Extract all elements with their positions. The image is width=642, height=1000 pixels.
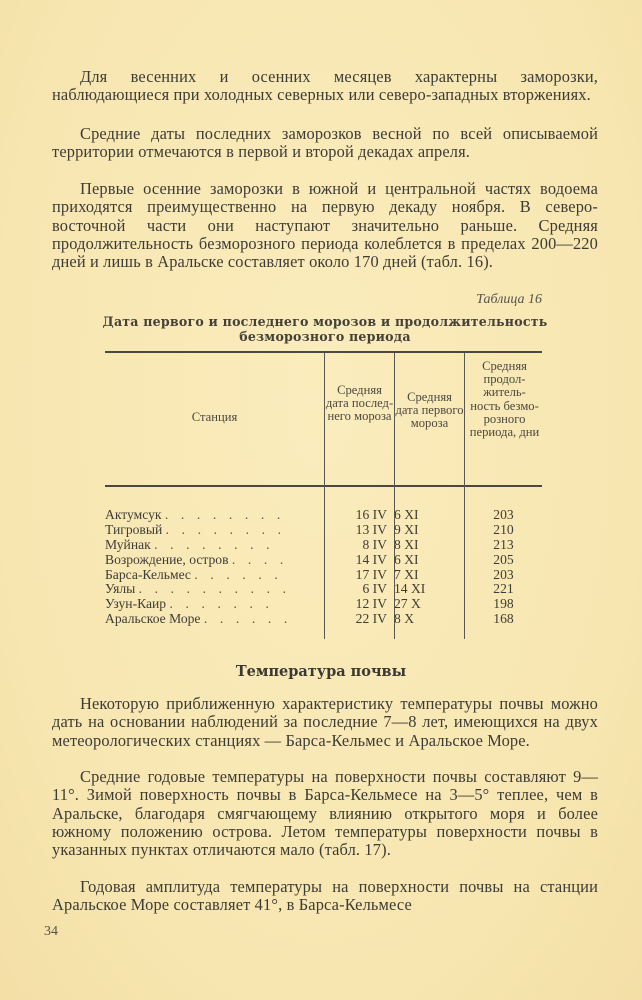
header-last-frost: Средняя дата послед- него мороза: [325, 383, 394, 424]
table-row: Муйнак . . . . . . . . 8 IV 8 XI 213: [105, 536, 514, 552]
table-body: [105, 508, 542, 627]
table-row: Возрождение, остров . . . . 14 IV 6 XI 205: [105, 551, 514, 567]
paragraph-annual-soil-temperature: Средние годовые температуры на поверхности почвы составляют 9—11°. Зимой поверхность почвы в Барса-Кельмесе на 3—5° теплее, чем в Аральске, благодаря смягчающему влиянию открытого моря и более южному положению острова. Летом температуры поверхности почвы в указанных пунктах отличаются мало (табл. 17).: [52, 767, 598, 860]
header-station: Станция: [191, 410, 238, 424]
table-row: Уялы . . . . . . . . . . 6 IV 14 XI 221: [105, 581, 514, 597]
header-duration: Средняя продол- житель- ность безмо- розного периода, дни: [469, 359, 540, 440]
table-row: Барса-Кельмес . . . . . . 17 IV 7 XI 203: [105, 566, 514, 582]
table-title: Дата первого и последнего морозов и продолжительность безморозного периода: [102, 314, 548, 344]
table-row: Актумсук . . . . . . . . 16 IV 6 XI 203: [105, 507, 514, 522]
paragraph-soil-temperature-intro: Некоторую приближенную характеристику температуры почвы можно дать на основании наблюдений за последние 7—8 лет, имеющихся на двух метеорологических станциях — Барса-Кельмес и Аральское Море.: [52, 694, 598, 750]
page-number: 34: [44, 924, 58, 939]
table-row: Тигровый . . . . . . . . 13 IV 9 XI 210: [105, 521, 514, 537]
paragraph-last-frost-dates: Средние даты последних заморозков весной по всей описываемой территории отмечаются в первой и второй декадах апреля.: [52, 124, 598, 162]
paragraph-first-autumn-frosts: Первые осенние заморозки в южной и центральной частях водоема приходятся преимущественно на первую декаду ноября. В северо-восточной части они наступают значительно раньше. Средняя продолжительность безморозного периода колеблется в пределах 200—220 дней и лишь в Аральске составляет около 170 дней (табл. 16).: [52, 179, 598, 272]
paragraph-annual-amplitude: Годовая амплитуда температуры на поверхности почвы на станции Аральское Море составляет 41°, в Барса-Кельмесе: [52, 877, 598, 915]
table-row: Узун-Каир . . . . . . . 12 IV 27 X 198: [105, 596, 514, 612]
frost-table: [105, 351, 542, 639]
table-label: Таблица 16: [476, 292, 542, 307]
paragraph-spring-autumn-frosts: Для весенних и осенних месяцев характерны заморозки, наблюдающиеся при холодных северных или северо-западных вторжениях.: [52, 67, 598, 105]
section-heading: Температура почвы: [235, 663, 407, 680]
table-row: Аральское Море . . . . . . 22 IV 8 X 168: [105, 611, 514, 627]
header-first-frost: Средняя дата первого мороза: [395, 390, 464, 431]
